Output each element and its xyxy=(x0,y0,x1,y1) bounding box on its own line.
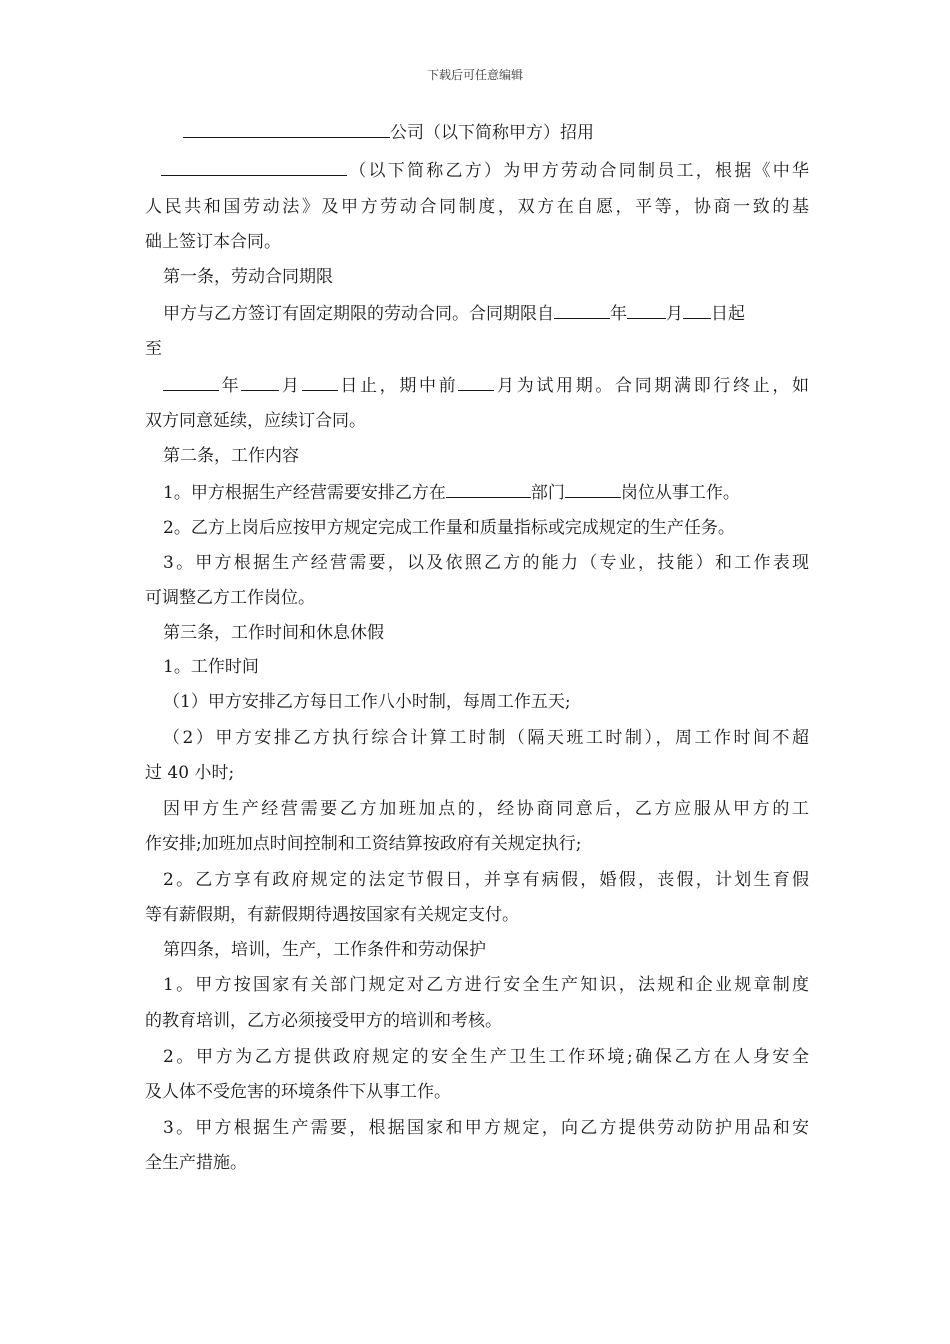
article-4-item-2-cont: 及人体不受危害的环境条件下从事工作。 xyxy=(145,1082,451,1102)
article-1-line-3: 年 月 日止，期中前 月为试用期。合同期满即行终止，如 xyxy=(145,373,809,397)
article-3-overtime: 因甲方生产经营需要乙方加班加点的，经协商同意后，乙方应服从甲方的工 xyxy=(163,799,809,819)
article-3-heading: 第三条，工作时间和休息休假 xyxy=(163,623,384,643)
start-year-blank[interactable] xyxy=(554,301,610,319)
intro-line-4: 础上签订本合同。 xyxy=(145,232,281,252)
probation-months-blank[interactable] xyxy=(458,373,494,391)
employee-name-blank[interactable] xyxy=(161,158,347,176)
article-2-heading: 第二条，工作内容 xyxy=(163,446,299,466)
end-day-blank[interactable] xyxy=(302,373,338,391)
start-month-blank[interactable] xyxy=(627,301,666,319)
page-header: 下载后可任意编辑 xyxy=(426,68,523,82)
article-3-overtime-cont: 作安排;加班加点时间控制和工资结算按政府有关规定执行; xyxy=(145,834,582,854)
article-3-item-2-cont: 等有薪假期，有薪假期待遇按国家有关规定支付。 xyxy=(145,905,519,925)
article-4-item-3: 3。甲方根据生产需要，根据国家和甲方规定，向乙方提供劳动防护用品和安 xyxy=(163,1118,809,1138)
intro-line-2: （以下简称乙方）为甲方劳动合同制员工，根据《中华 xyxy=(145,158,809,182)
article-1-line-4: 双方同意延续，应续订合同。 xyxy=(145,411,366,431)
department-blank[interactable] xyxy=(446,480,531,498)
article-3-item-1: 1。工作时间 xyxy=(163,657,259,677)
company-name-blank[interactable] xyxy=(183,120,390,138)
article-4-item-1-cont: 的教育培训，乙方必须接受甲方的培训和考核。 xyxy=(145,1011,502,1031)
start-day-blank[interactable] xyxy=(683,301,711,319)
intro-line-3: 人民共和国劳动法》及甲方劳动合同制度，双方在自愿，平等，协商一致的基 xyxy=(145,197,809,217)
article-4-item-3-cont: 全生产措施。 xyxy=(145,1153,247,1173)
article-3-item-1-2-cont: 过 40 小时; xyxy=(145,763,235,783)
position-blank[interactable] xyxy=(565,480,621,498)
article-1-line-1: 甲方与乙方签订有固定期限的劳动合同。合同期限自 年 月 日起 xyxy=(145,301,809,325)
article-2-item-2: 2。乙方上岗后应按甲方规定完成工作量和质量指标或完成规定的生产任务。 xyxy=(163,518,735,538)
contract-body xyxy=(145,120,809,1174)
article-2-item-3-cont: 可调整乙方工作岗位。 xyxy=(145,588,315,608)
article-4-item-2: 2。甲方为乙方提供政府规定的安全生产卫生工作环境;确保乙方在人身安全 xyxy=(163,1047,809,1067)
article-4-heading: 第四条，培训，生产，工作条件和劳动保护 xyxy=(163,940,486,960)
article-1-line-2: 至 xyxy=(145,339,162,359)
article-4-item-1: 1。甲方按国家有关部门规定对乙方进行安全生产知识，法规和企业规章制度 xyxy=(163,975,809,995)
intro-line-1: 公司（以下简称甲方）招用 xyxy=(145,120,809,144)
article-3-item-1-1: （1）甲方安排乙方每日工作八小时制，每周工作五天; xyxy=(163,692,571,712)
end-month-blank[interactable] xyxy=(241,373,279,391)
article-3-item-2: 2。乙方享有政府规定的法定节假日，并享有病假，婚假，丧假，计划生育假 xyxy=(163,870,809,890)
end-year-blank[interactable] xyxy=(163,373,219,391)
article-2-item-1: 1。甲方根据生产经营需要安排乙方在 部门 岗位从事工作。 xyxy=(145,480,809,504)
article-3-item-1-2: （2）甲方安排乙方执行综合计算工时制（隔天班工时制），周工作时间不超 xyxy=(163,728,809,748)
article-1-heading: 第一条，劳动合同期限 xyxy=(163,267,333,287)
article-2-item-3: 3。甲方根据生产经营需要，以及依照乙方的能力（专业，技能）和工作表现 xyxy=(163,553,809,573)
